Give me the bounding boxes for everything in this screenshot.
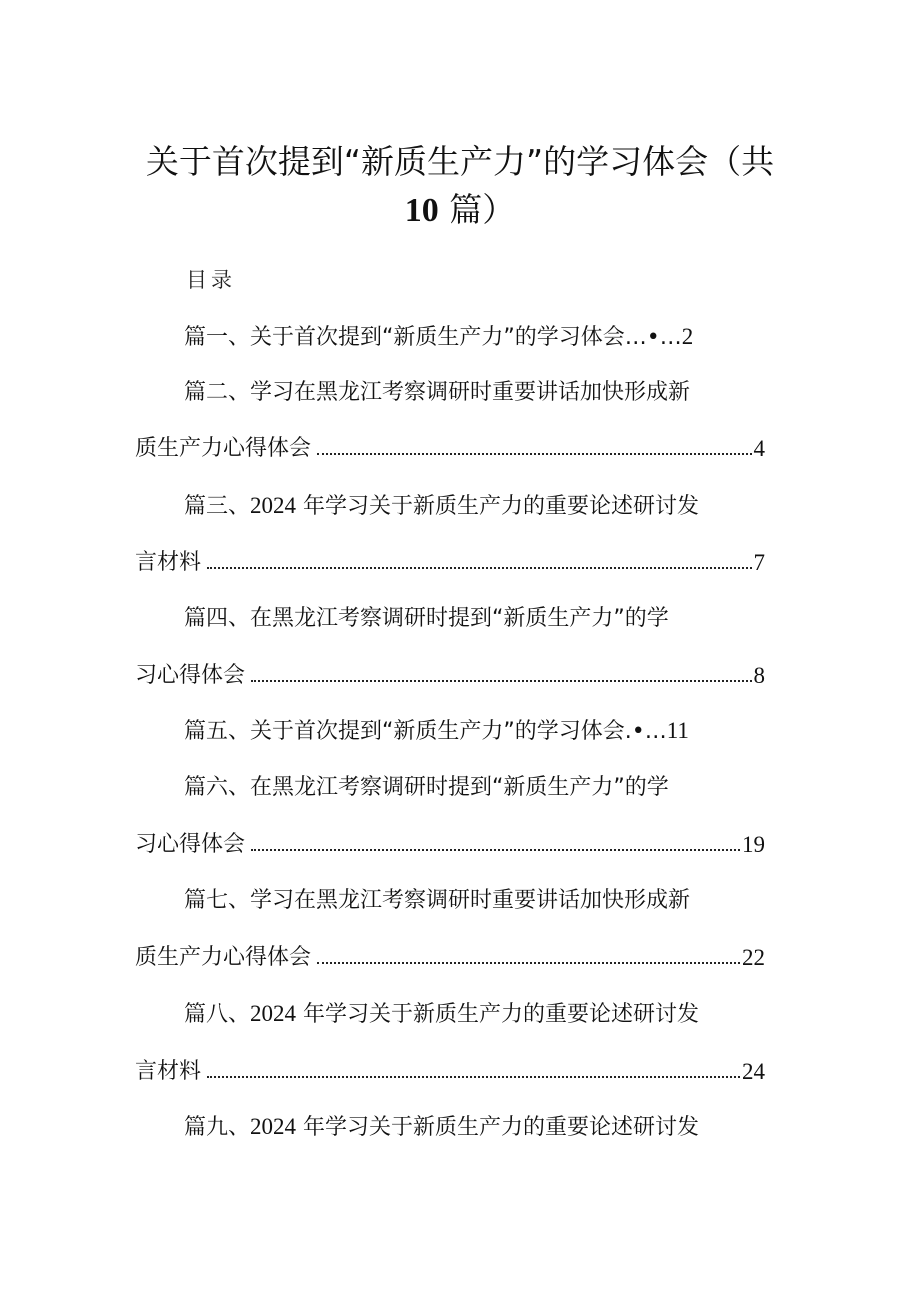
toc-entry-8-continuation[interactable] (135, 1057, 765, 1087)
toc-entry-title: 篇六、在黑龙江考察调研时提到“新质生产力”的学 (184, 775, 669, 800)
toc-entry-6-continuation[interactable] (135, 830, 765, 860)
toc-entry-4-continuation[interactable] (135, 661, 765, 691)
toc-entry-3[interactable] (184, 491, 744, 522)
dot-leader (251, 680, 751, 682)
dot-leader (317, 453, 751, 455)
toc-entry-title: 篇二、学习在黑龙江考察调研时重要讲话加快形成新 (184, 380, 691, 405)
toc-entry-year: 2024 (250, 1001, 297, 1026)
toc-entry-9[interactable] (184, 1112, 744, 1143)
toc-entry-2-continuation[interactable] (135, 434, 765, 464)
toc-entry-3-continuation[interactable] (135, 548, 765, 578)
toc-entry-prefix: 篇八、 (184, 1002, 251, 1027)
toc-entry-6[interactable] (184, 773, 744, 803)
toc-page-number: 22 (742, 945, 765, 970)
toc-entry-title-cont: 言材料 (135, 550, 202, 575)
toc-entry-year: 2024 (250, 493, 297, 518)
toc-entry-2[interactable] (184, 378, 744, 408)
toc-entry-title-cont: 习心得体会 (135, 663, 246, 688)
document-title-line-2 (0, 190, 920, 231)
toc-entry-title-cont: 质生产力心得体会 (135, 945, 312, 970)
toc-entry-prefix: 篇九、 (184, 1115, 251, 1140)
toc-entry-title: 年学习关于新质生产力的重要论述研讨发 (303, 1002, 700, 1027)
toc-page-number: 24 (742, 1059, 765, 1084)
toc-entry-7-continuation[interactable] (135, 943, 765, 973)
dot-leader (207, 567, 751, 569)
dot-leader (317, 962, 740, 964)
toc-entry-title-cont: 质生产力心得体会 (135, 436, 312, 461)
toc-entry-title: 年学习关于新质生产力的重要论述研讨发 (303, 494, 700, 519)
title-article-count: 10 (404, 192, 439, 229)
toc-entry-1[interactable] (184, 322, 744, 353)
toc-entry-title: 篇一、关于首次提到“新质生产力”的学习体会…•… (184, 325, 682, 350)
toc-entry-year: 2024 (250, 1114, 297, 1139)
toc-page-number: 2 (681, 324, 694, 349)
toc-entry-5[interactable] (184, 716, 744, 747)
toc-entry-title-cont: 习心得体会 (135, 832, 246, 857)
toc-page-number: 19 (742, 832, 765, 857)
dot-leader (207, 1076, 740, 1078)
toc-entry-7[interactable] (184, 886, 744, 916)
toc-entry-4[interactable] (184, 604, 744, 634)
toc-page-number: 7 (753, 550, 765, 575)
toc-entry-title: 篇七、学习在黑龙江考察调研时重要讲话加快形成新 (184, 888, 691, 913)
toc-entry-prefix: 篇三、 (184, 494, 251, 519)
dot-leader (251, 849, 740, 851)
toc-entry-title: 年学习关于新质生产力的重要论述研讨发 (303, 1115, 700, 1140)
toc-page-number: 4 (753, 436, 765, 461)
toc-entry-title: 篇四、在黑龙江考察调研时提到“新质生产力”的学 (184, 606, 669, 631)
toc-entry-title-cont: 言材料 (135, 1059, 202, 1084)
toc-page-number: 11 (666, 718, 689, 743)
title-suffix: 篇） (449, 190, 516, 229)
toc-page-number: 8 (753, 663, 765, 688)
toc-entry-title: 篇五、关于首次提到“新质生产力”的学习体会.•… (184, 719, 667, 744)
document-title-line-1: 关于首次提到“新质生产力”的学习体会（共 (145, 142, 775, 181)
toc-entry-8[interactable] (184, 999, 744, 1030)
toc-heading: 目录 (186, 268, 236, 292)
